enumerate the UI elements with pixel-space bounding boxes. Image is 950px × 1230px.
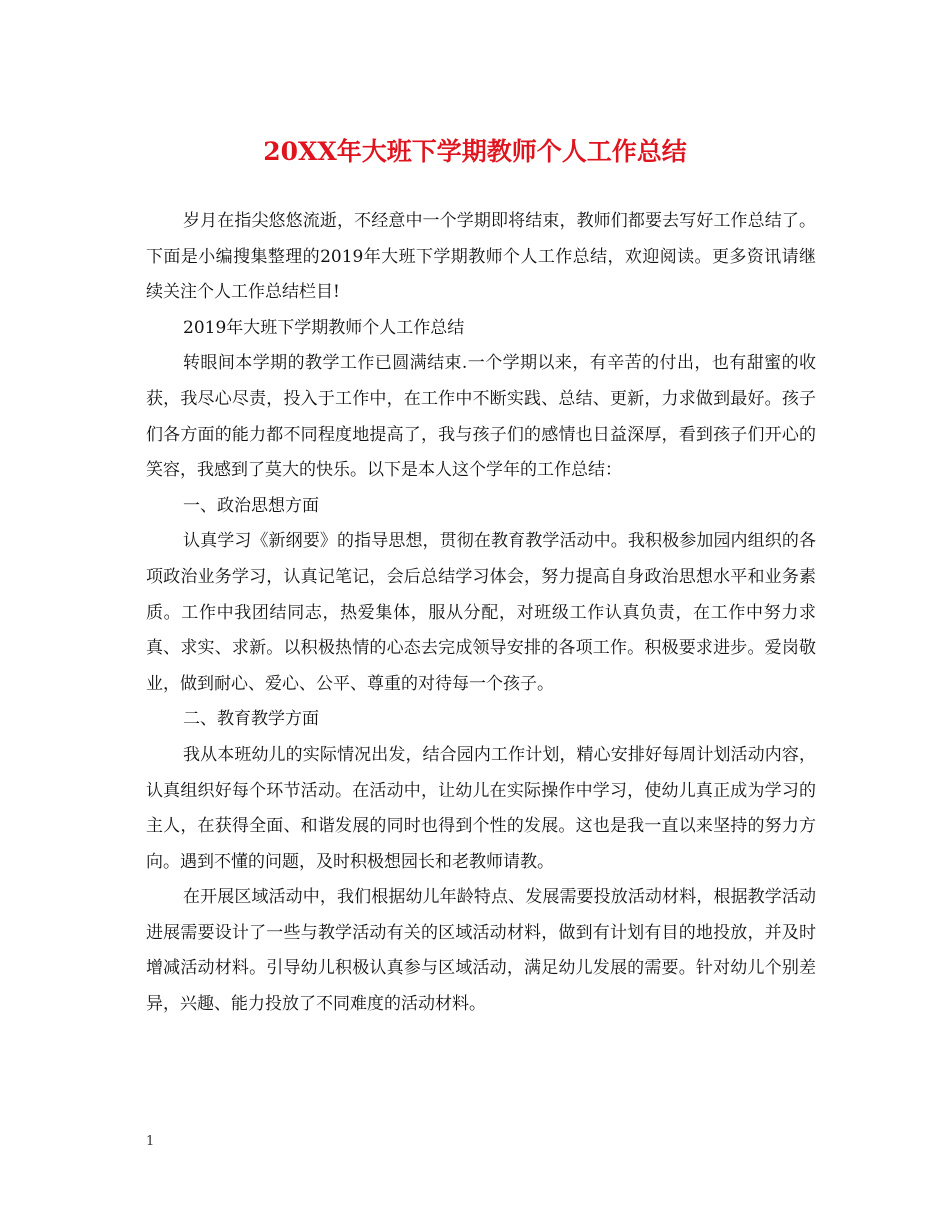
paragraph-political: 认真学习《新纲要》的指导思想，贯彻在教育教学活动中。我积极参加园内组织的各项政治业务学习，认真记笔记，会后总结学习体会，努力提高自身政治思想水平和业务素质。工作中我团结同志，热爱集体，服从分配，对班级工作认真负责，在工作中努力求真、求实、求新。以积极热情的心态去完成领导安排的各项工作。积极要求进步。爱岗敬业，做到耐心、爱心、公平、尊重的对待每一个孩子。 <box>146 531 816 694</box>
document-body <box>146 204 816 1023</box>
page-number: 1 <box>146 1134 155 1149</box>
paragraph-subtitle: 2019年大班下学期教师个人工作总结 <box>183 317 465 338</box>
paragraph-overview: 转眼间本学期的教学工作已圆满结束.一个学期以来，有辛苦的付出，也有甜蜜的收获，我尽心尽责，投入于工作中，在工作中不断实践、总结、更新，力求做到最好。孩子们各方面的能力都不同程度地提高了，我与孩子们的感情也日益深厚，看到孩子们开心的笑容，我感到了莫大的快乐。以下是本人这个学年的工作总结： <box>146 353 816 481</box>
section-heading-teaching: 二、教育教学方面 <box>183 709 319 730</box>
section-heading-political: 一、政治思想方面 <box>183 495 319 516</box>
document-title: 20XX年大班下学期教师个人工作总结 <box>263 137 687 166</box>
paragraph-teaching: 我从本班幼儿的实际情况出发，结合园内工作计划，精心安排好每周计划活动内容，认真组织好每个环节活动。在活动中，让幼儿在实际操作中学习，使幼儿真正成为学习的主人，在获得全面、和谐发展的同时也得到个性的发展。这也是我一直以来坚持的努力方向。遇到不懂的问题，及时积极想园长和老教师请教。 <box>146 744 816 872</box>
paragraph-area-activities: 在开展区域活动中，我们根据幼儿年龄特点、发展需要投放活动材料，根据教学活动进展需要设计了一些与教学活动有关的区域活动材料，做到有计划有目的地投放，并及时增减活动材料。引导幼儿积极认真参与区域活动，满足幼儿发展的需要。针对幼儿个别差异，兴趣、能力投放了不同难度的活动材料。 <box>146 887 816 1015</box>
paragraph-intro: 岁月在指尖悠悠流逝，不经意中一个学期即将结束，教师们都要去写好工作总结了。下面是小编搜集整理的2019年大班下学期教师个人工作总结，欢迎阅读。更多资讯请继续关注个人工作总结栏目! <box>146 211 816 303</box>
